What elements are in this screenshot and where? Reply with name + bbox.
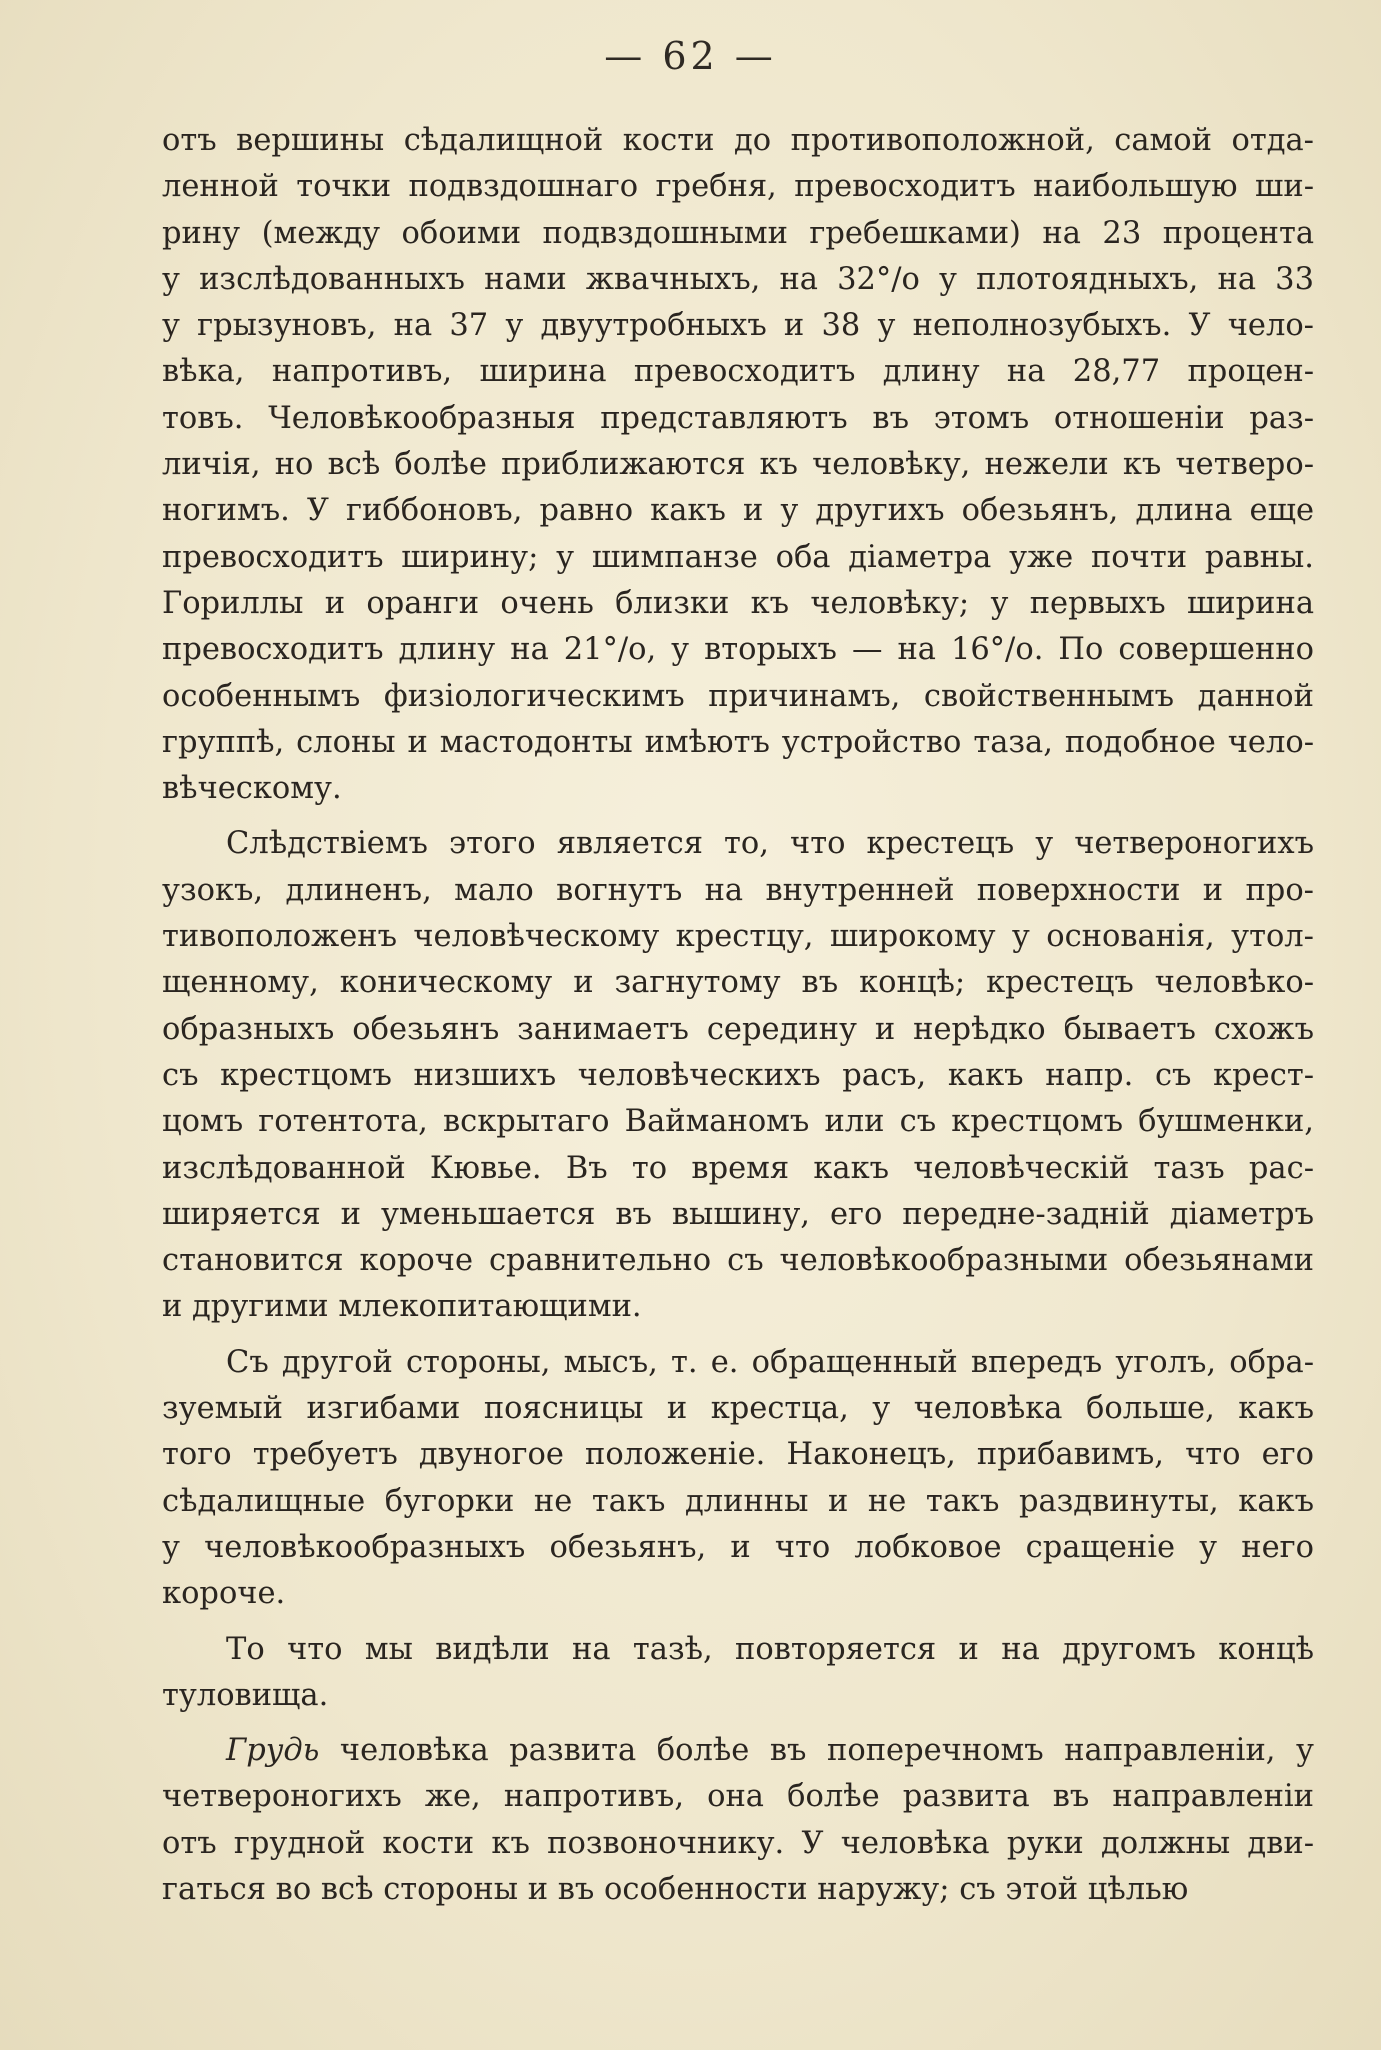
text-line: туловища. xyxy=(162,1677,329,1713)
text-line: товъ. Человѣкообразныя представляютъ въ этомъ отношеніи раз- xyxy=(162,400,1314,436)
text-line: рину (между обоими подвздошными гребешками) на 23 процента xyxy=(162,215,1314,251)
text-line: личія, но всѣ болѣе приближаются къ человѣку, нежели къ четверо- xyxy=(162,447,1314,483)
text-line: превосходитъ длину на 21°/о, у вторыхъ — на 16°/о. По совершенно xyxy=(162,632,1314,668)
paragraph xyxy=(162,1627,1314,1720)
text-line: Съ другой стороны, мысъ, т. е. обращенный впередъ уголъ, обра- xyxy=(226,1344,1314,1380)
paragraph xyxy=(162,1340,1314,1618)
text-line: превосходитъ ширину; у шимпанзе оба діаметра уже почти равны. xyxy=(162,539,1314,575)
paragraph xyxy=(162,1728,1314,1913)
text-line xyxy=(162,1728,1314,1774)
text-line: щенному, коническому и загнутому въ концѣ; крестецъ человѣко- xyxy=(162,965,1314,1001)
text-line: у человѣкообразныхъ обезьянъ, и что лобковое сращеніе у него xyxy=(162,1529,1314,1565)
text-line: становится короче сравнительно съ человѣкообразными обезьянами xyxy=(162,1243,1314,1279)
text-line: зуемый изгибами поясницы и крестца, у человѣка больше, какъ xyxy=(162,1391,1314,1427)
paragraph xyxy=(162,118,1314,812)
text-line: у грызуновъ, на 37 у двуутробныхъ и 38 у неполнозубыхъ. У чело- xyxy=(162,308,1314,344)
text-line: съ крестцомъ низшихъ человѣческихъ расъ, какъ напр. съ крест- xyxy=(162,1057,1314,1093)
text-line: особеннымъ физіологическимъ причинамъ, свойственнымъ данной xyxy=(162,678,1314,714)
text-line: четвероногихъ же, напротивъ, она болѣе развита въ направленіи xyxy=(162,1779,1314,1815)
text-line: вѣческому. xyxy=(162,771,342,807)
text-line: и другими млекопитающими. xyxy=(162,1289,642,1325)
text-line: образныхъ обезьянъ занимаетъ середину и нерѣдко бываетъ схожъ xyxy=(162,1011,1314,1047)
text-line: сѣдалищные бугорки не такъ длинны и не такъ раздвинуты, какъ xyxy=(162,1483,1314,1519)
text-line: вѣка, напротивъ, ширина превосходитъ длину на 28,77 процен- xyxy=(162,354,1314,390)
text-line: узокъ, длиненъ, мало вогнутъ на внутренней поверхности и про- xyxy=(162,872,1314,908)
text-line: гаться во всѣ стороны и въ особенности наружу; съ этой цѣлью xyxy=(162,1871,1189,1907)
text-line: ногимъ. У гиббоновъ, равно какъ и у другихъ обезьянъ, длина еще xyxy=(162,493,1314,529)
text-line-rest: человѣка развита болѣе въ поперечномъ направленіи, у xyxy=(319,1733,1314,1769)
paragraph xyxy=(162,821,1314,1330)
italic-term: Грудь xyxy=(226,1733,320,1769)
text-line: То что мы видѣли на тазѣ, повторяется и на другомъ концѣ xyxy=(226,1631,1314,1667)
text-line: ширяется и уменьшается въ вышину, его передне-задній діаметръ xyxy=(162,1196,1314,1232)
body-text xyxy=(162,118,1314,1922)
text-line: Гориллы и оранги очень близки къ человѣку; у первыхъ ширина xyxy=(162,585,1314,621)
page-number: — 62 — xyxy=(604,34,777,78)
text-line: Слѣдствіемъ этого является то, что крестецъ у четвероногихъ xyxy=(226,826,1314,862)
text-line: группѣ, слоны и мастодонты имѣютъ устройство таза, подобное чело- xyxy=(162,724,1314,760)
text-line: цомъ готентота, вскрытаго Вайманомъ или съ крестцомъ бушменки, xyxy=(162,1104,1314,1140)
text-line: того требуетъ двуногое положеніе. Наконецъ, прибавимъ, что его xyxy=(162,1437,1314,1473)
text-line: короче. xyxy=(162,1576,286,1612)
text-line: изслѣдованной Кювье. Въ то время какъ человѣческій тазъ рас- xyxy=(162,1150,1314,1186)
text-line: у изслѣдованныхъ нами жвачныхъ, на 32°/о у плотоядныхъ, на 33 xyxy=(162,261,1314,297)
text-line: отъ вершины сѣдалищной кости до противоположной, самой отда- xyxy=(162,123,1314,158)
text-line: отъ грудной кости къ позвоночнику. У человѣка руки должны дви- xyxy=(162,1825,1314,1861)
text-line: тивоположенъ человѣческому крестцу, широкому у основанія, утол- xyxy=(162,919,1314,955)
text-line: ленной точки подвздошнаго гребня, превосходитъ наибольшую ши- xyxy=(162,169,1314,205)
